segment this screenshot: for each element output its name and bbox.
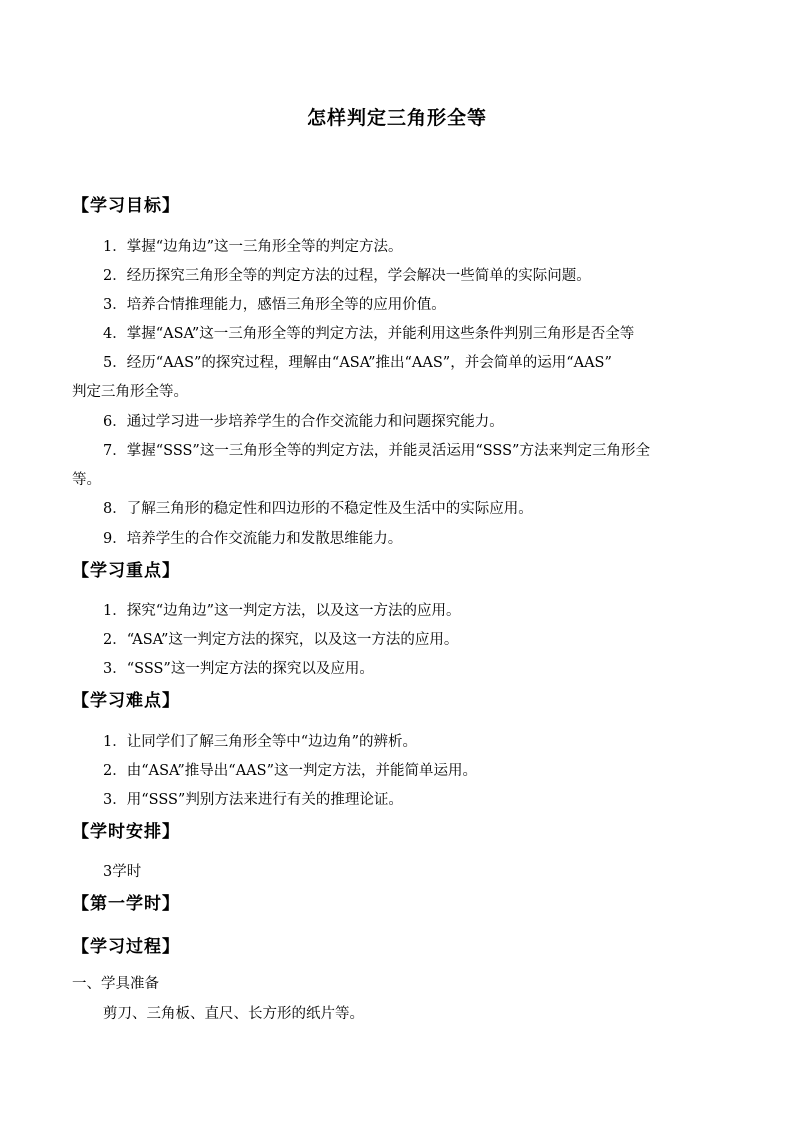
key-point-item: 2．“ASA”这一判定方法的探究，以及这一方法的应用。 xyxy=(103,632,459,648)
goal-item: 6．通过学习进一步培养学生的合作交流能力和问题探究能力。 xyxy=(103,414,504,430)
goal-item: 5．经历“AAS”的探究过程，理解由“ASA”推出“AAS”，并会简单的运用“AAS” xyxy=(103,355,612,371)
goal-item: 3．培养合情推理能力，感悟三角形全等的应用价值。 xyxy=(103,297,446,313)
difficulty-item: 3．用“SSS”判别方法来进行有关的推理论证。 xyxy=(103,792,403,808)
first-period-heading: 【第一学时】 xyxy=(72,894,180,914)
goal-item: 1．掌握“边角边”这一三角形全等的判定方法。 xyxy=(103,239,403,255)
process-text: 剪刀、三角板、直尺、长方形的纸片等。 xyxy=(103,1006,364,1022)
goal-item: 9．培养学生的合作交流能力和发散思维能力。 xyxy=(103,531,403,547)
key-point-item: 3．“SSS”这一判定方法的探究以及应用。 xyxy=(103,661,374,677)
goal-item: 7．掌握“SSS”这一三角形全等的判定方法，并能灵活运用“SSS”方法来判定三角形全 xyxy=(103,443,650,459)
goal-item: 4．掌握“ASA”这一三角形全等的判定方法，并能利用这些条件判别三角形是否全等 xyxy=(103,326,635,342)
goal-item: 2．经历探究三角形全等的判定方法的过程，学会解决一些简单的实际问题。 xyxy=(103,268,591,284)
schedule-text: 3学时 xyxy=(103,864,142,880)
document-title: 怎样判定三角形全等 xyxy=(306,107,487,129)
difficulties-heading: 【学习难点】 xyxy=(72,691,180,711)
process-heading: 【学习过程】 xyxy=(72,937,180,957)
difficulty-item: 2．由“ASA”推导出“AAS”这一判定方法，并能简单运用。 xyxy=(103,763,477,779)
goal-item: 8．了解三角形的稳定性和四边形的不稳定性及生活中的实际应用。 xyxy=(103,501,533,517)
key-points-heading: 【学习重点】 xyxy=(72,561,180,581)
process-subheading: 一、学具准备 xyxy=(72,976,159,992)
goals-heading: 【学习目标】 xyxy=(72,196,180,216)
goal-item-continuation: 判定三角形全等。 xyxy=(72,384,188,400)
goal-item-continuation: 等。 xyxy=(72,472,101,488)
key-point-item: 1．探究“边角边”这一判定方法，以及这一方法的应用。 xyxy=(103,603,461,619)
schedule-heading: 【学时安排】 xyxy=(72,822,180,842)
difficulty-item: 1．让同学们了解三角形全等中“边边角”的辨析。 xyxy=(103,734,418,750)
